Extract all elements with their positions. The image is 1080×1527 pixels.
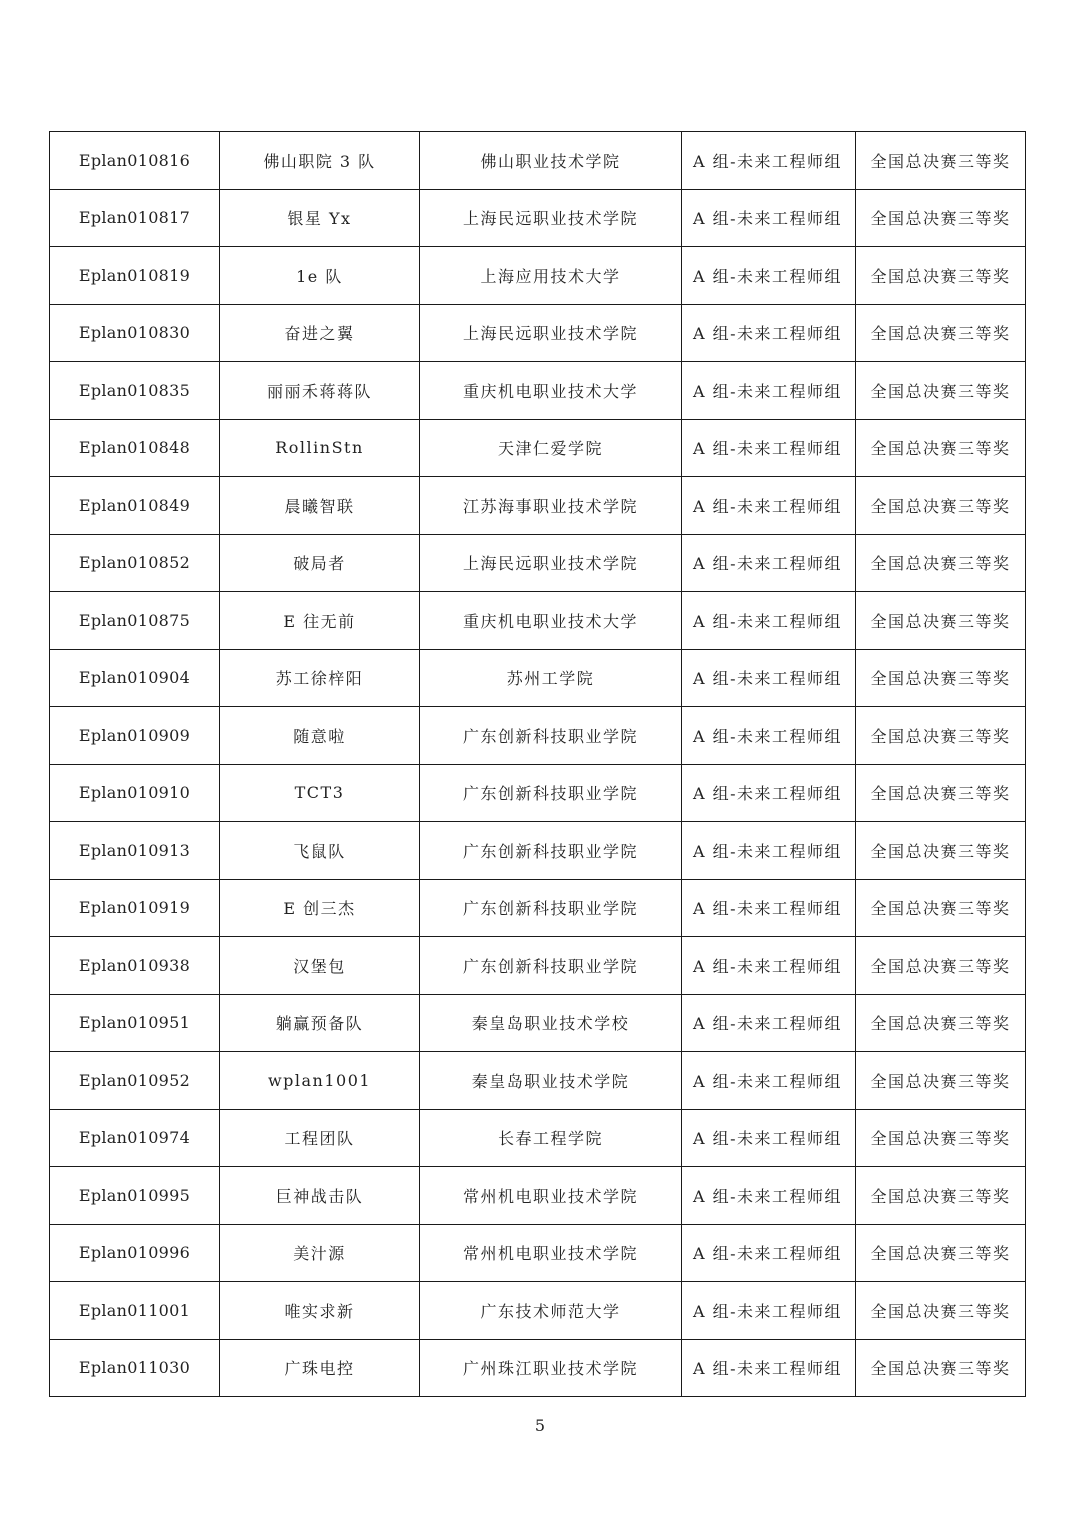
- team-name-cell: 唯实求新: [220, 1282, 420, 1340]
- table-row: [50, 994, 1026, 1052]
- group-cell: A 组-未来工程师组: [682, 362, 856, 420]
- school-cell: 广东创新科技职业学院: [420, 879, 682, 937]
- team-name-cell: RollinStn: [220, 419, 420, 477]
- group-cell: A 组-未来工程师组: [682, 649, 856, 707]
- table-row: [50, 362, 1026, 420]
- entry-id-cell: Eplan010951: [50, 994, 220, 1052]
- results-table: [49, 131, 1026, 1397]
- award-cell: 全国总决赛三等奖: [856, 994, 1026, 1052]
- entry-id-cell: Eplan010952: [50, 1052, 220, 1110]
- group-cell: A 组-未来工程师组: [682, 304, 856, 362]
- entry-id-cell: Eplan011030: [50, 1339, 220, 1397]
- entry-id-cell: Eplan010835: [50, 362, 220, 420]
- entry-id-cell: Eplan010848: [50, 419, 220, 477]
- page-number: 5: [534, 1416, 546, 1435]
- team-name-cell: 1e 队: [220, 247, 420, 305]
- school-cell: 上海民远职业技术学院: [420, 189, 682, 247]
- table-row: [50, 649, 1026, 707]
- table-row: [50, 764, 1026, 822]
- table-row: [50, 1109, 1026, 1167]
- team-name-cell: 丽丽禾蒋蒋队: [220, 362, 420, 420]
- table-row: [50, 592, 1026, 650]
- school-cell: 广东技术师范大学: [420, 1282, 682, 1340]
- award-cell: 全国总决赛三等奖: [856, 419, 1026, 477]
- group-cell: A 组-未来工程师组: [682, 937, 856, 995]
- team-name-cell: 巨神战击队: [220, 1167, 420, 1225]
- team-name-cell: 工程团队: [220, 1109, 420, 1167]
- school-cell: 上海应用技术大学: [420, 247, 682, 305]
- award-cell: 全国总决赛三等奖: [856, 534, 1026, 592]
- results-table-body: [50, 132, 1026, 1397]
- team-name-cell: 汉堡包: [220, 937, 420, 995]
- entry-id-cell: Eplan010819: [50, 247, 220, 305]
- entry-id-cell: Eplan010875: [50, 592, 220, 650]
- table-row: [50, 419, 1026, 477]
- entry-id-cell: Eplan010938: [50, 937, 220, 995]
- team-name-cell: 躺赢预备队: [220, 994, 420, 1052]
- school-cell: 广东创新科技职业学院: [420, 764, 682, 822]
- table-row: [50, 822, 1026, 880]
- award-cell: 全国总决赛三等奖: [856, 707, 1026, 765]
- group-cell: A 组-未来工程师组: [682, 1224, 856, 1282]
- group-cell: A 组-未来工程师组: [682, 1339, 856, 1397]
- school-cell: 常州机电职业技术学院: [420, 1224, 682, 1282]
- team-name-cell: 广珠电控: [220, 1339, 420, 1397]
- entry-id-cell: Eplan010910: [50, 764, 220, 822]
- award-cell: 全国总决赛三等奖: [856, 822, 1026, 880]
- table-row: [50, 1224, 1026, 1282]
- group-cell: A 组-未来工程师组: [682, 477, 856, 535]
- school-cell: 重庆机电职业技术大学: [420, 592, 682, 650]
- team-name-cell: 佛山职院 3 队: [220, 132, 420, 190]
- team-name-cell: 随意啦: [220, 707, 420, 765]
- school-cell: 秦皇岛职业技术学校: [420, 994, 682, 1052]
- school-cell: 常州机电职业技术学院: [420, 1167, 682, 1225]
- table-row: [50, 1167, 1026, 1225]
- school-cell: 广东创新科技职业学院: [420, 937, 682, 995]
- team-name-cell: TCT3: [220, 764, 420, 822]
- team-name-cell: 破局者: [220, 534, 420, 592]
- entry-id-cell: Eplan010909: [50, 707, 220, 765]
- group-cell: A 组-未来工程师组: [682, 1052, 856, 1110]
- school-cell: 苏州工学院: [420, 649, 682, 707]
- school-cell: 重庆机电职业技术大学: [420, 362, 682, 420]
- table-row: [50, 132, 1026, 190]
- table-row: [50, 1052, 1026, 1110]
- table-row: [50, 937, 1026, 995]
- group-cell: A 组-未来工程师组: [682, 132, 856, 190]
- school-cell: 广东创新科技职业学院: [420, 822, 682, 880]
- award-cell: 全国总决赛三等奖: [856, 764, 1026, 822]
- team-name-cell: E 创三杰: [220, 879, 420, 937]
- entry-id-cell: Eplan010995: [50, 1167, 220, 1225]
- entry-id-cell: Eplan010996: [50, 1224, 220, 1282]
- group-cell: A 组-未来工程师组: [682, 1167, 856, 1225]
- team-name-cell: 飞鼠队: [220, 822, 420, 880]
- entry-id-cell: Eplan010974: [50, 1109, 220, 1167]
- group-cell: A 组-未来工程师组: [682, 247, 856, 305]
- group-cell: A 组-未来工程师组: [682, 764, 856, 822]
- school-cell: 广州珠江职业技术学院: [420, 1339, 682, 1397]
- group-cell: A 组-未来工程师组: [682, 707, 856, 765]
- award-cell: 全国总决赛三等奖: [856, 1052, 1026, 1110]
- school-cell: 天津仁爱学院: [420, 419, 682, 477]
- table-row: [50, 879, 1026, 937]
- group-cell: A 组-未来工程师组: [682, 189, 856, 247]
- group-cell: A 组-未来工程师组: [682, 419, 856, 477]
- award-cell: 全国总决赛三等奖: [856, 247, 1026, 305]
- entry-id-cell: Eplan010816: [50, 132, 220, 190]
- award-cell: 全国总决赛三等奖: [856, 1224, 1026, 1282]
- award-cell: 全国总决赛三等奖: [856, 189, 1026, 247]
- school-cell: 江苏海事职业技术学院: [420, 477, 682, 535]
- table-row: [50, 189, 1026, 247]
- team-name-cell: 美汁源: [220, 1224, 420, 1282]
- team-name-cell: 苏工徐梓阳: [220, 649, 420, 707]
- team-name-cell: 晨曦智联: [220, 477, 420, 535]
- entry-id-cell: Eplan010904: [50, 649, 220, 707]
- award-cell: 全国总决赛三等奖: [856, 477, 1026, 535]
- team-name-cell: 奋进之翼: [220, 304, 420, 362]
- entry-id-cell: Eplan010817: [50, 189, 220, 247]
- award-cell: 全国总决赛三等奖: [856, 1167, 1026, 1225]
- table-row: [50, 534, 1026, 592]
- award-cell: 全国总决赛三等奖: [856, 304, 1026, 362]
- award-cell: 全国总决赛三等奖: [856, 879, 1026, 937]
- table-row: [50, 247, 1026, 305]
- award-cell: 全国总决赛三等奖: [856, 937, 1026, 995]
- award-cell: 全国总决赛三等奖: [856, 362, 1026, 420]
- group-cell: A 组-未来工程师组: [682, 822, 856, 880]
- team-name-cell: E 往无前: [220, 592, 420, 650]
- table-row: [50, 477, 1026, 535]
- entry-id-cell: Eplan010919: [50, 879, 220, 937]
- group-cell: A 组-未来工程师组: [682, 994, 856, 1052]
- group-cell: A 组-未来工程师组: [682, 534, 856, 592]
- table-row: [50, 1282, 1026, 1340]
- group-cell: A 组-未来工程师组: [682, 879, 856, 937]
- award-cell: 全国总决赛三等奖: [856, 132, 1026, 190]
- table-row: [50, 304, 1026, 362]
- school-cell: 广东创新科技职业学院: [420, 707, 682, 765]
- group-cell: A 组-未来工程师组: [682, 1282, 856, 1340]
- award-cell: 全国总决赛三等奖: [856, 592, 1026, 650]
- school-cell: 佛山职业技术学院: [420, 132, 682, 190]
- entry-id-cell: Eplan010852: [50, 534, 220, 592]
- award-cell: 全国总决赛三等奖: [856, 649, 1026, 707]
- school-cell: 长春工程学院: [420, 1109, 682, 1167]
- award-cell: 全国总决赛三等奖: [856, 1282, 1026, 1340]
- school-cell: 上海民远职业技术学院: [420, 534, 682, 592]
- table-row: [50, 1339, 1026, 1397]
- entry-id-cell: Eplan010849: [50, 477, 220, 535]
- team-name-cell: wplan1001: [220, 1052, 420, 1110]
- school-cell: 上海民远职业技术学院: [420, 304, 682, 362]
- group-cell: A 组-未来工程师组: [682, 1109, 856, 1167]
- award-cell: 全国总决赛三等奖: [856, 1109, 1026, 1167]
- school-cell: 秦皇岛职业技术学院: [420, 1052, 682, 1110]
- table-row: [50, 707, 1026, 765]
- entry-id-cell: Eplan010913: [50, 822, 220, 880]
- group-cell: A 组-未来工程师组: [682, 592, 856, 650]
- entry-id-cell: Eplan010830: [50, 304, 220, 362]
- team-name-cell: 银星 Yx: [220, 189, 420, 247]
- award-cell: 全国总决赛三等奖: [856, 1339, 1026, 1397]
- entry-id-cell: Eplan011001: [50, 1282, 220, 1340]
